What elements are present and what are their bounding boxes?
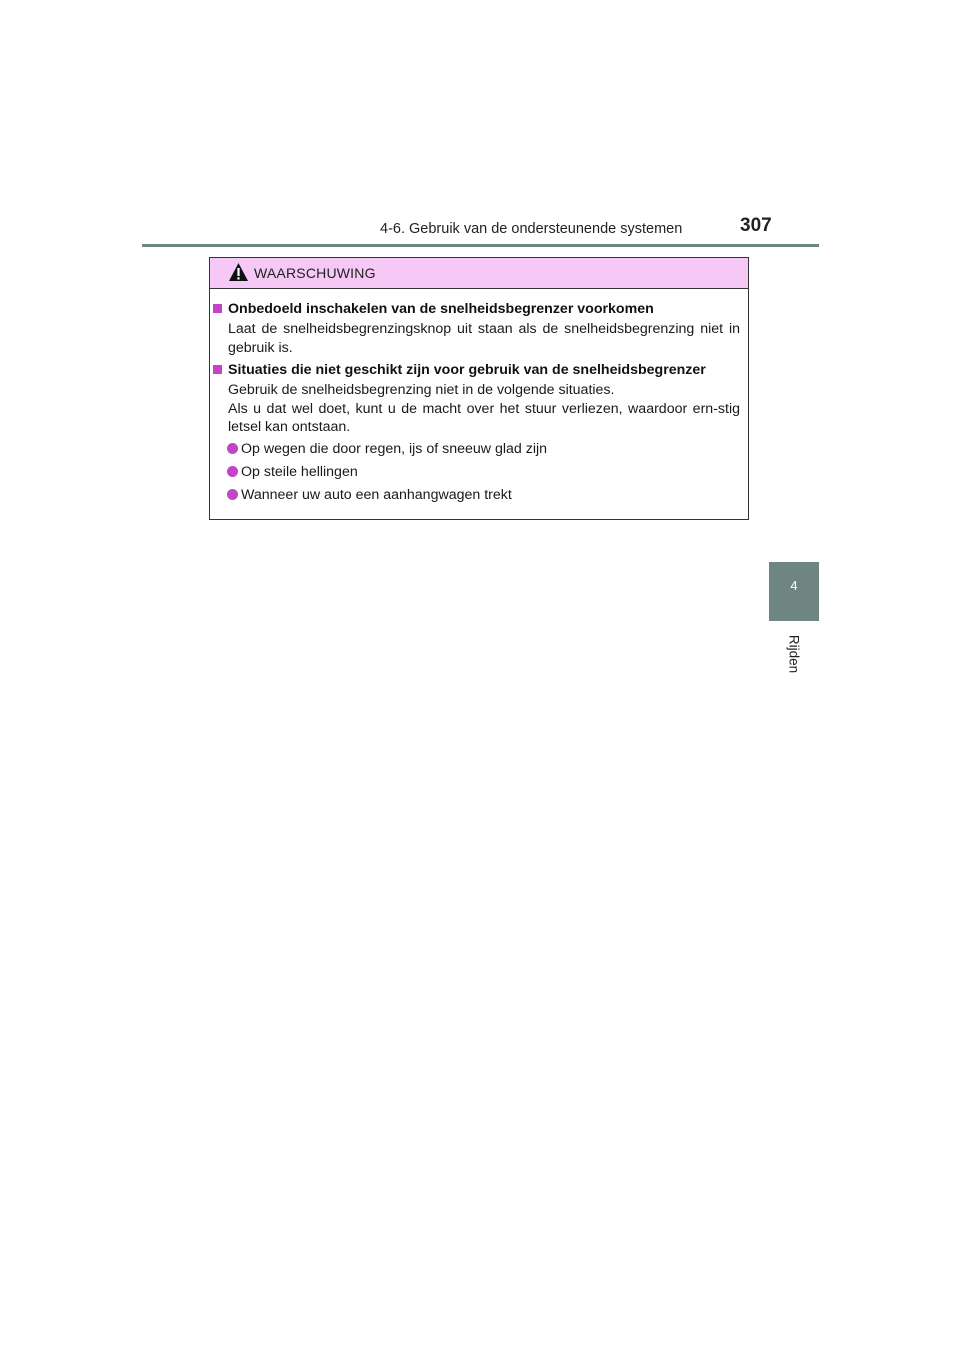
warning-header: [210, 258, 748, 289]
warning-triangle-icon: [228, 262, 249, 282]
warning-section-2: [210, 362, 748, 437]
section-heading: Situaties die niet geschikt zijn voor gebruik van de snelheidsbegrenzer: [210, 362, 748, 378]
circle-bullet-icon: [227, 443, 238, 454]
circle-bullet-icon: [227, 489, 238, 500]
list-item: Op steile hellingen: [210, 464, 358, 480]
list-item: Op wegen die door regen, ijs of sneeuw glad zijn: [210, 441, 547, 457]
header-divider: [142, 244, 819, 247]
chapter-tab: [769, 562, 819, 621]
square-bullet-icon: [213, 304, 222, 313]
section-title: 4-6. Gebruik van de ondersteunende systemen: [380, 221, 683, 237]
page-number: 307: [740, 215, 772, 236]
section-body: Laat de snelheidsbegrenzingsknop uit staan als de snelheidsbegrenzing niet in gebruik is.: [228, 321, 740, 356]
circle-bullet-icon: [227, 466, 238, 477]
section-body: Gebruik de snelheidsbegrenzing niet in de volgende situaties.: [228, 382, 615, 398]
chapter-label: [777, 634, 811, 674]
chapter-number: 4: [790, 578, 798, 593]
warning-title: WAARSCHUWING: [254, 265, 376, 281]
section-body: Als u dat wel doet, kunt u de macht over het stuur verliezen, waardoor ern-stig letsel kan ontstaan.: [228, 400, 740, 435]
warning-section-1: [210, 301, 748, 357]
section-heading: Onbedoeld inschakelen van de snelheidsbegrenzer voorkomen: [210, 301, 748, 317]
warning-box: [209, 257, 749, 520]
chapter-label-text: Rijden: [786, 634, 802, 674]
list-item: Wanneer uw auto een aanhangwagen trekt: [210, 487, 512, 503]
square-bullet-icon: [213, 365, 222, 374]
